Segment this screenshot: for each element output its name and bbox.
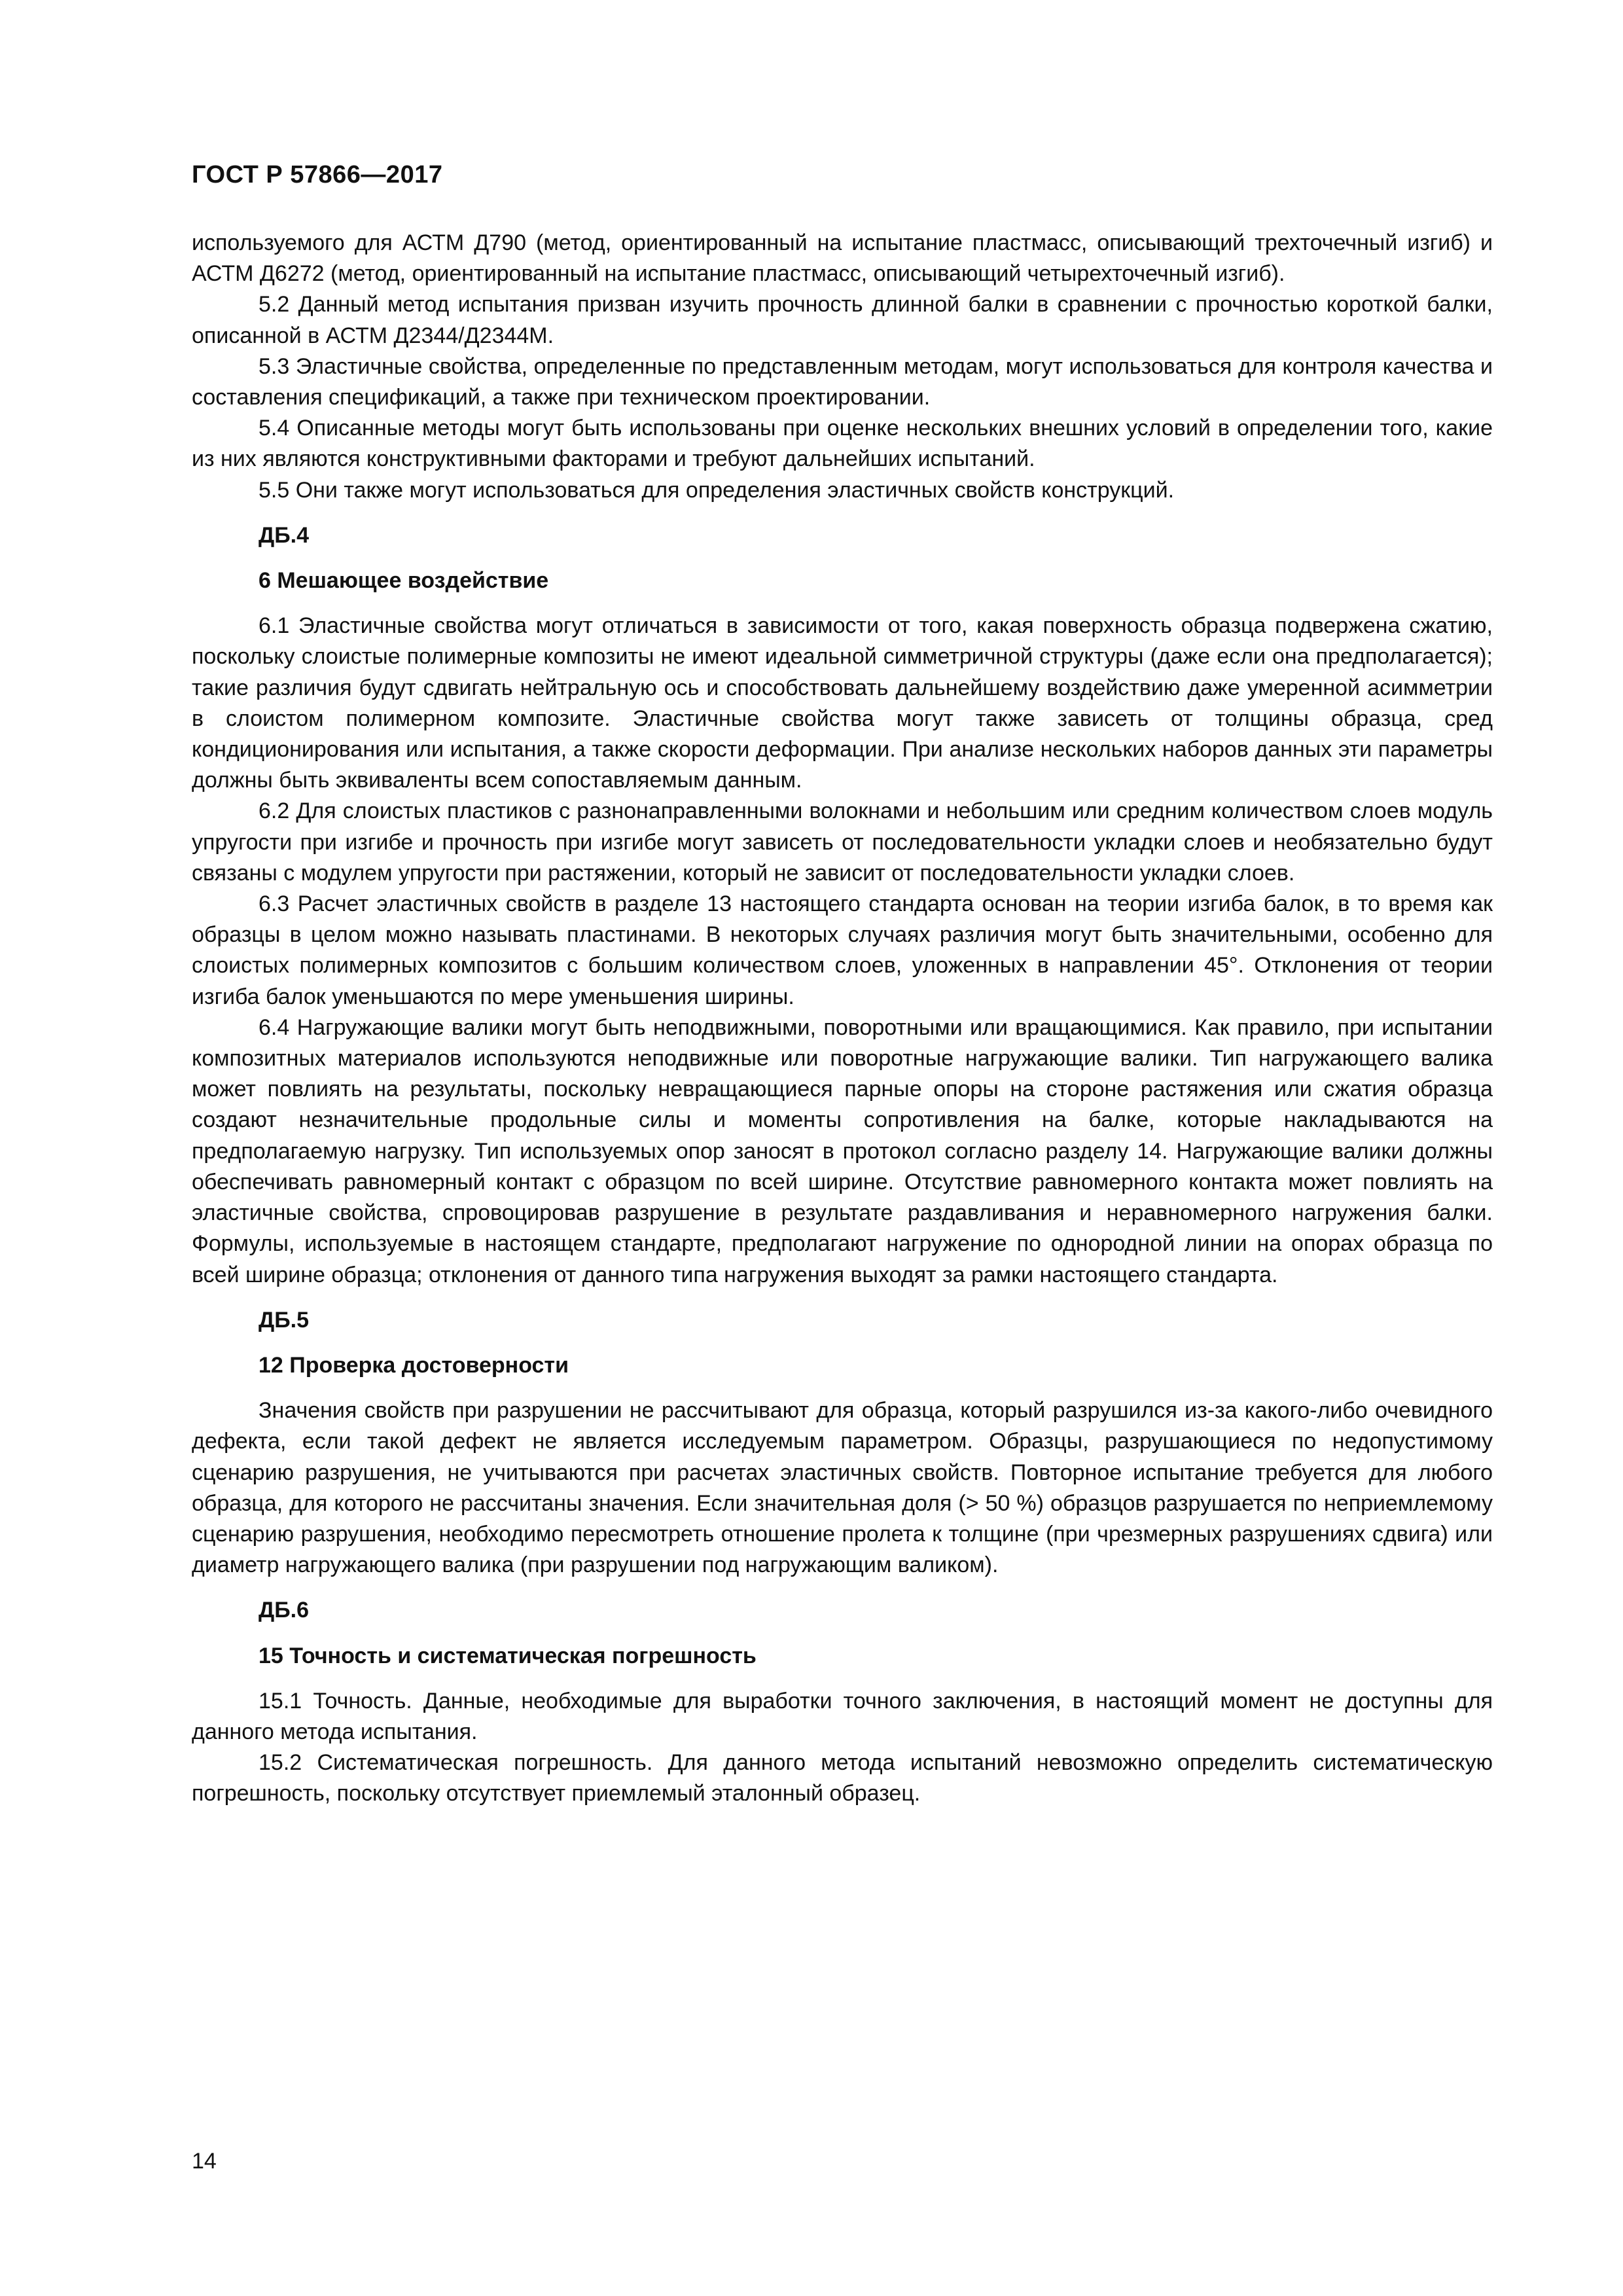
paragraph-12: Значения свойств при разрушении не рассчитывают для образца, который разрушился из-за какого-либо очевидного дефекта, если такой дефект не является исследуемым параметром. Образцы, разрушающиеся по недопустимому сценарию разрушения, не учитываются при расчетах эластичных свойств. Повторное испытание требуется для любого образца, для которого не рассчитаны значения. Если значительная доля (> 50 %) образцов разрушается по неприемлемому сценарию разрушения, необходимо пересмотреть отношение пролета к толщине (при чрезмерных разрушениях сдвига) или диаметр нагружающего валика (при разрушении под нагружающим валиком).	[192, 1398, 1493, 1578]
standard-designation: ГОСТ Р 57866—2017	[192, 161, 443, 188]
paragraph-15-1: 15.1 Точность. Данные, необходимые для выработки точного заключения, в настоящий момент не доступны для данного метода испытания.	[192, 1688, 1493, 1744]
section-heading-12: 12 Проверка достоверности	[259, 1352, 569, 1378]
appendix-label-db6: ДБ.6	[259, 1598, 310, 1623]
paragraph-15-2: 15.2 Систематическая погрешность. Для данного метода испытаний невозможно определить систематическую погрешность, поскольку отсутствует приемлемый эталонный образец.	[192, 1750, 1493, 1806]
paragraph-5-3: 5.3 Эластичные свойства, определенные по представленным методам, могут использоваться для контроля качества и составления спецификаций, а также при техническом проектировании.	[192, 353, 1493, 410]
appendix-label-db4: ДБ.4	[259, 522, 310, 548]
paragraph-6-4: 6.4 Нагружающие валики могут быть неподвижными, поворотными или вращающимися. Как правило, при испытании композитных материалов используются неподвижные или поворотные нагружающие валики. Тип нагружающего валика может повлиять на результаты, поскольку невращающиеся парные опоры на стороне растяжения или сжатия образца создают незначительные продольные силы и моменты сопротивления на балке, которые накладываются на предполагаемую нагрузку. Тип используемых опор заносят в протокол согласно разделу 14. Нагружающие валики должны обеспечивать равномерный контакт с образцом по всей ширине. Отсутствие равномерного контакта может повлиять на эластичные свойства, спровоцировав разрушение в результате раздавливания и неравномерного нагружения балки. Формулы, используемые в настоящем стандарте, предполагают нагружение по однородной линии на опорах образца по всей ширине образца; отклонения от данного типа нагружения выходят за рамки настоящего стандарта.	[192, 1014, 1493, 1287]
paragraph-5-5: 5.5 Они также могут использоваться для определения эластичных свойств конструкций.	[259, 477, 1175, 503]
paragraph-6-1: 6.1 Эластичные свойства могут отличаться в зависимости от того, какая поверхность образца подвержена сжатию, поскольку слоистые полимерные композиты не имеют идеальной симметричной структуры (даже если она предполагается); такие различия будут сдвигать нейтральную ось и способствовать дальнейшему воздействию даже умеренной асимметрии в слоистом полимерном композите. Эластичные свойства могут также зависеть от толщины образца, сред кондиционирования или испытания, а также скорости деформации. При анализе нескольких наборов данных эти параметры должны быть эквиваленты всем сопоставляемым данным.	[192, 613, 1493, 793]
paragraph-6-3: 6.3 Расчет эластичных свойств в разделе 13 настоящего стандарта основан на теории изгиба балок, в то время как образцы в целом можно называть пластинами. В некоторых случаях различия могут быть значительными, особенно для слоистых полимерных композитов с большим количеством слоев, уложенных в направлении 45°. Отклонения от теории изгиба балок уменьшаются по мере уменьшения ширины.	[192, 891, 1493, 1009]
appendix-label-db5: ДБ.5	[259, 1307, 310, 1333]
paragraph-5-4: 5.4 Описанные методы могут быть использованы при оценке нескольких внешних условий в определении того, какие из них являются конструктивными факторами и требуют дальнейших испытаний.	[192, 416, 1493, 472]
document-body	[192, 228, 1493, 1810]
paragraph-5-2: 5.2 Данный метод испытания призван изучить прочность длинной балки в сравнении с прочностью короткой балки, описанной в АСТМ Д2344/Д2344М.	[192, 292, 1493, 348]
page-number: 14	[192, 2149, 217, 2174]
section-heading-6: 6 Мешающее воздействие	[259, 568, 549, 594]
paragraph-6-2: 6.2 Для слоистых пластиков с разнонаправленными волокнами и небольшим или средним количеством слоев модуль упругости при изгибе и прочность при изгибе могут зависеть от последовательности укладки слоев и необязательно будут связаны с модулем упругости при растяжении, который не зависит от последовательности укладки слоев.	[192, 798, 1493, 886]
section-heading-15: 15 Точность и систематическая погрешность	[259, 1643, 757, 1668]
paragraph-continuation: используемого для АСТМ Д790 (метод, ориентированный на испытание пластмасс, описывающий трехточечный изгиб) и АСТМ Д6272 (метод, ориентированный на испытание пластмасс, описывающий четырехточечный изгиб).	[192, 230, 1493, 287]
